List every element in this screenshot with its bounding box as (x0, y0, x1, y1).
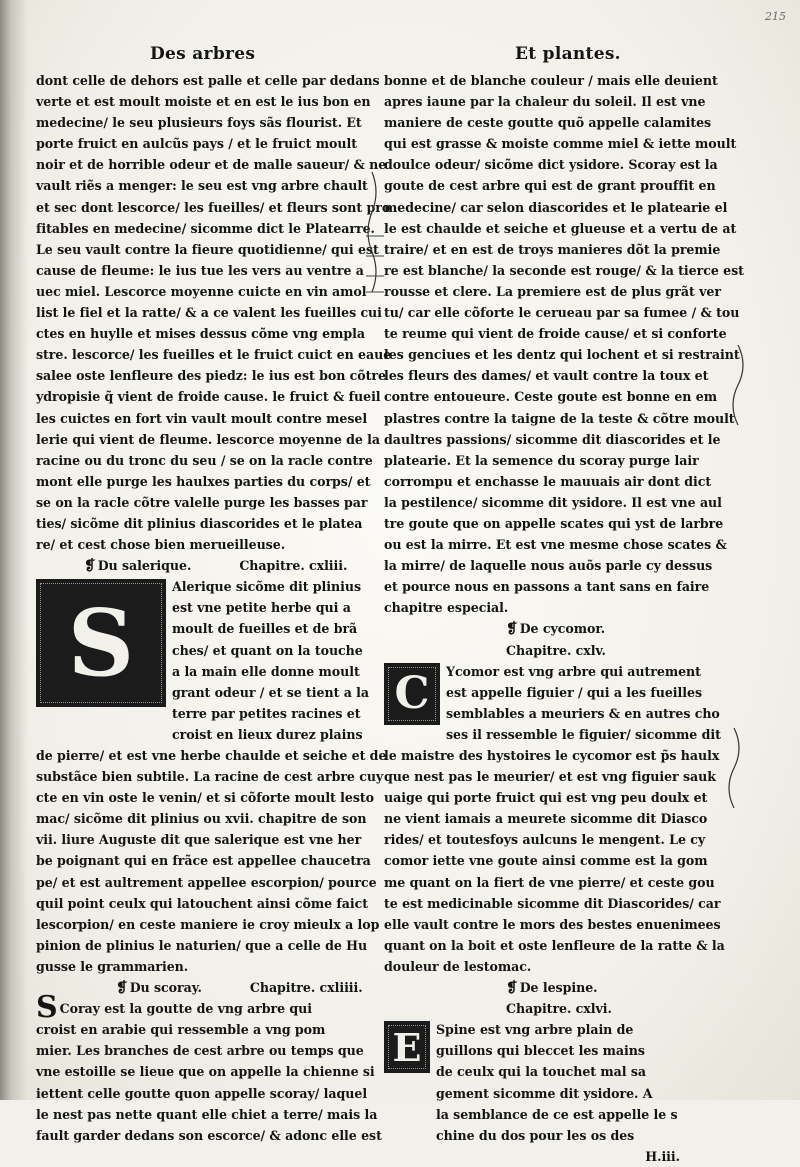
chapter-number: Chapitre. cxlvi. (506, 1001, 612, 1017)
text-line: est vne petite herbe qui a (172, 600, 351, 616)
initial-letter: S (36, 990, 58, 1026)
text-line: traire/ et en est de troys manieres dõt la premie (384, 241, 721, 257)
text-line: rides/ et toutesfoys aulcuns le mengent. Le cy (384, 832, 706, 848)
text-line: dont celle de dehors est palle et celle par dedans (36, 73, 380, 88)
text-line: ne vient iamais a meurete sicomme dit Diasco (384, 811, 708, 827)
text-line: gement sicomme dit ysidore. A (436, 1085, 653, 1101)
text-line: mac/ sicõme dit plinius ou xvii. chapitre de son (36, 811, 367, 827)
text-line: qui est grasse & moiste comme miel & iette moult (384, 136, 737, 152)
text-line: medecine/ car selon diascorides et le platearie el (384, 199, 728, 215)
text-line: te reume qui vient de froide cause/ et si conforte (384, 326, 727, 342)
text-line: uec miel. Lescorce moyenne cuicte en vin amol (36, 283, 367, 299)
text-line: corrompu et enchasse le mauuais air dont dict (384, 473, 712, 489)
text-line: la mirre/ de laquelle nous auõs parle cy dessus (384, 558, 713, 574)
text-line: tu/ car elle cõforte le cerueau par sa fumee / & tou (384, 305, 740, 321)
text-line: stre. lescorce/ les fueilles et le fruict cuict en eaue (36, 347, 392, 363)
text-line: la pestilence/ sicomme dit ysidore. Il est vne aul (384, 494, 722, 510)
text-line: salee oste lenfleure des piedz: le ius est bon cõtre (36, 368, 386, 384)
pilcrow-icon: ❡ (506, 980, 518, 997)
decorated-initial: E (384, 1021, 430, 1073)
text-line: ou est la mirre. Et est vne mesme chose scates & (384, 537, 727, 553)
text-line: terre par petites racines et (172, 705, 361, 721)
text-line: me quant on la fiert de vne pierre/ et ceste gou (384, 874, 715, 890)
text-line: guillons qui bleccet les mains (436, 1043, 645, 1059)
text-line: cte en vin oste le venin/ et si cõforte moult lesto (36, 790, 375, 806)
text-line: platearie. Et la semence du scoray purge lair (384, 452, 699, 468)
text-line: croist en arabie qui ressemble a vng pom (36, 1022, 326, 1038)
text-line: fitables en medecine/ sicomme dict le Platearre. (36, 220, 375, 236)
text-line: quil point ceulx qui latouchent ainsi cõme faict (36, 895, 369, 911)
pilcrow-icon: ❡ (84, 558, 96, 575)
margin-bracket (368, 172, 376, 292)
text-line: be poignant qui en frãce est appellee chaucetra (36, 853, 371, 869)
text-line: tre goute que on appelle scates qui yst de larbre (384, 515, 724, 531)
running-head-right: Et plantes. (515, 44, 621, 64)
text-line: substãce bien subtile. La racine de cest arbre cuy (36, 769, 384, 785)
text-line: comor iette vne goute ainsi comme est la gom (384, 853, 708, 869)
text-line: les fleurs des dames/ et vault contre la toux et (384, 368, 709, 384)
text-line: bonne et de blanche couleur / mais elle deuient (384, 73, 718, 88)
text-line: chapitre especial. (384, 600, 509, 616)
text-line: vault riẽs a menger: le seu est vng arbre chault (36, 178, 368, 194)
text-line: que nest pas le meurier/ et est vng figuier sauk (384, 769, 716, 785)
text-line: lescorpion/ en ceste maniere ie croy mieulx a lop (36, 916, 380, 932)
text-line: goute de cest arbre qui est de grant prouffit en (384, 178, 716, 194)
text-line: chine du dos pour les os des (436, 1127, 635, 1143)
text-line: mont elle purge les haulxes parties du corps/ et (36, 473, 371, 489)
pilcrow-icon: ❡ (506, 621, 518, 638)
text-line: uaige qui porte fruict qui est vng peu doulx et (384, 790, 708, 806)
text-line: daultres passions/ sicomme dit diascorides et le (384, 431, 721, 447)
text-line: est appelle figuier / qui a les fueilles (446, 684, 703, 700)
text-line: S Coray est la goutte de vng arbre qui (36, 990, 313, 1026)
text-line: medecine/ le seu plusieurs foys sãs flourist. Et (36, 115, 362, 131)
text-line: a la main elle donne moult (172, 663, 360, 679)
text-line: cause de fleume: le ius tue les vers au ventre a (36, 262, 364, 278)
text-line: doulce odeur/ sicõme dict ysidore. Scoray est la (384, 157, 718, 173)
text-line: Spine est vng arbre plain de (436, 1022, 634, 1038)
text-line: vii. liure Auguste dit que salerique est vne her (36, 832, 362, 848)
text-line: porte fruict en aulcũs pays / et le fruict moult (36, 136, 357, 152)
text-line: le nest pas nette quant elle chiet a terre/ mais la (36, 1106, 378, 1122)
decorated-initial: S (36, 579, 166, 707)
text-line: elle vault contre le mors des bestes enuenimees (384, 916, 721, 932)
text-line: la semblance de ce est appelle le s (436, 1106, 678, 1122)
chapter-title: Du salerique. (97, 558, 192, 574)
text-line: list le fiel et la ratte/ & a ce valent les fueilles cui (36, 305, 382, 321)
folio-number: 215 (765, 10, 786, 23)
running-head-left: Des arbres (150, 44, 256, 64)
text-line: pe/ et est aultrement appellee escorpion/ pource (36, 874, 377, 890)
decorated-initial: C (384, 663, 440, 725)
text-line: grant odeur / et se tient a la (172, 684, 369, 700)
chapter-title: De cycomor. (519, 621, 606, 637)
text-line: douleur de lestomac. (384, 958, 532, 974)
text-line: et sec dont lescorce/ les fueilles/ et fleurs sont pro (36, 199, 391, 215)
text-line: contre entoueure. Ceste goute est bonne en em (384, 389, 717, 405)
text-line: les cuictes en fort vin vault moult contre mesel (36, 410, 368, 426)
text-line: semblables a meuriers & en autres cho (446, 705, 720, 721)
text-line: ydropisie q̃ vient de froide cause. le fruict & fueil (36, 389, 381, 405)
text-line: re est blanche/ la seconde est rouge/ & la tierce est (384, 262, 744, 278)
text-line: lerie qui vient de fleume. lescorce moyenne de la (36, 431, 381, 447)
text-line: quant on la boit et oste lenfleure de la ratte & la (384, 937, 725, 953)
signature-mark: H.iii. (645, 1148, 680, 1164)
text-line: iettent celle goutte quon appelle scoray/ laquel (36, 1085, 368, 1101)
text-line: te est medicinable sicomme dit Diascorides/ car (384, 895, 721, 911)
text-line: fault garder dedans son escorce/ & adonc elle est (36, 1127, 382, 1143)
text-line: et pource nous en passons a tant sans en faire (384, 579, 710, 595)
text-line: verte et est moult moiste et en est le ius bon en (36, 94, 371, 110)
margin-bracket (733, 345, 743, 425)
text-line: mier. Les branches de cest arbre ou temps que (36, 1043, 364, 1059)
pilcrow-icon: ❡ (116, 980, 128, 997)
chapter-number: Chapitre. cxliii. (239, 558, 348, 574)
text-line: ses il ressemble le figuier/ sicomme dit (446, 726, 721, 742)
text-line: de ceulx qui la touchet mal sa (436, 1064, 646, 1080)
text-line: se on la racle cõtre valelle purge les basses par (36, 494, 368, 510)
text-line: de pierre/ et est vne herbe chaulde et seiche et de (36, 748, 387, 763)
text-line: ties/ sicõme dit plinius diascorides et le platea (36, 515, 363, 531)
text-line: vne estoille se lieue que on appelle la chienne si (36, 1064, 375, 1080)
text-line: Alerique sicõme dit plinius (172, 579, 362, 595)
text-line: croist en lieux durez plains (172, 726, 363, 742)
text-line: le est chaulde et seiche et glueuse et a vertu de at (384, 220, 737, 236)
text-line: le maistre des hystoires le cycomor est p̃s haulx (384, 748, 720, 763)
text-line: Ycomor est vng arbre qui autrement (446, 663, 701, 679)
text-line: pinion de plinius le naturien/ que a celle de Hu (36, 937, 368, 953)
text-line: ches/ et quant on la touche (172, 642, 363, 658)
text-line: re/ et cest chose bien merueilleuse. (36, 537, 286, 553)
text-line: moult de fueilles et de brã (172, 621, 358, 637)
text-line: ctes en huylle et mises dessus cõme vng empla (36, 326, 365, 342)
chapter-title: De lespine. (519, 980, 598, 996)
text-line: maniere de ceste goutte quõ appelle calamites (384, 115, 712, 131)
text-line: racine ou du tronc du seu / se on la racle contre (36, 452, 373, 468)
text-line: rousse et clere. La premiere est de plus grãt ver (384, 283, 721, 299)
text-line: Le seu vault contre la fieure quotidienne/ qui est (36, 241, 379, 257)
chapter-number: Chapitre. cxlv. (506, 642, 606, 658)
chapter-number: Chapitre. cxliiii. (249, 980, 363, 996)
text-line: gusse le grammarien. (36, 958, 189, 974)
text-line: apres iaune par la chaleur du soleil. Il est vne (384, 94, 706, 110)
margin-bracket (729, 728, 739, 808)
chapter-title: Du scoray. (129, 980, 202, 996)
text-line: plastres contre la taigne de la teste & cõtre moult (384, 410, 735, 426)
text-line: noir et de horrible odeur et de malle saueur/ & ne (36, 157, 387, 173)
text-line: les genciues et les dentz qui lochent et si restraint (384, 347, 740, 363)
